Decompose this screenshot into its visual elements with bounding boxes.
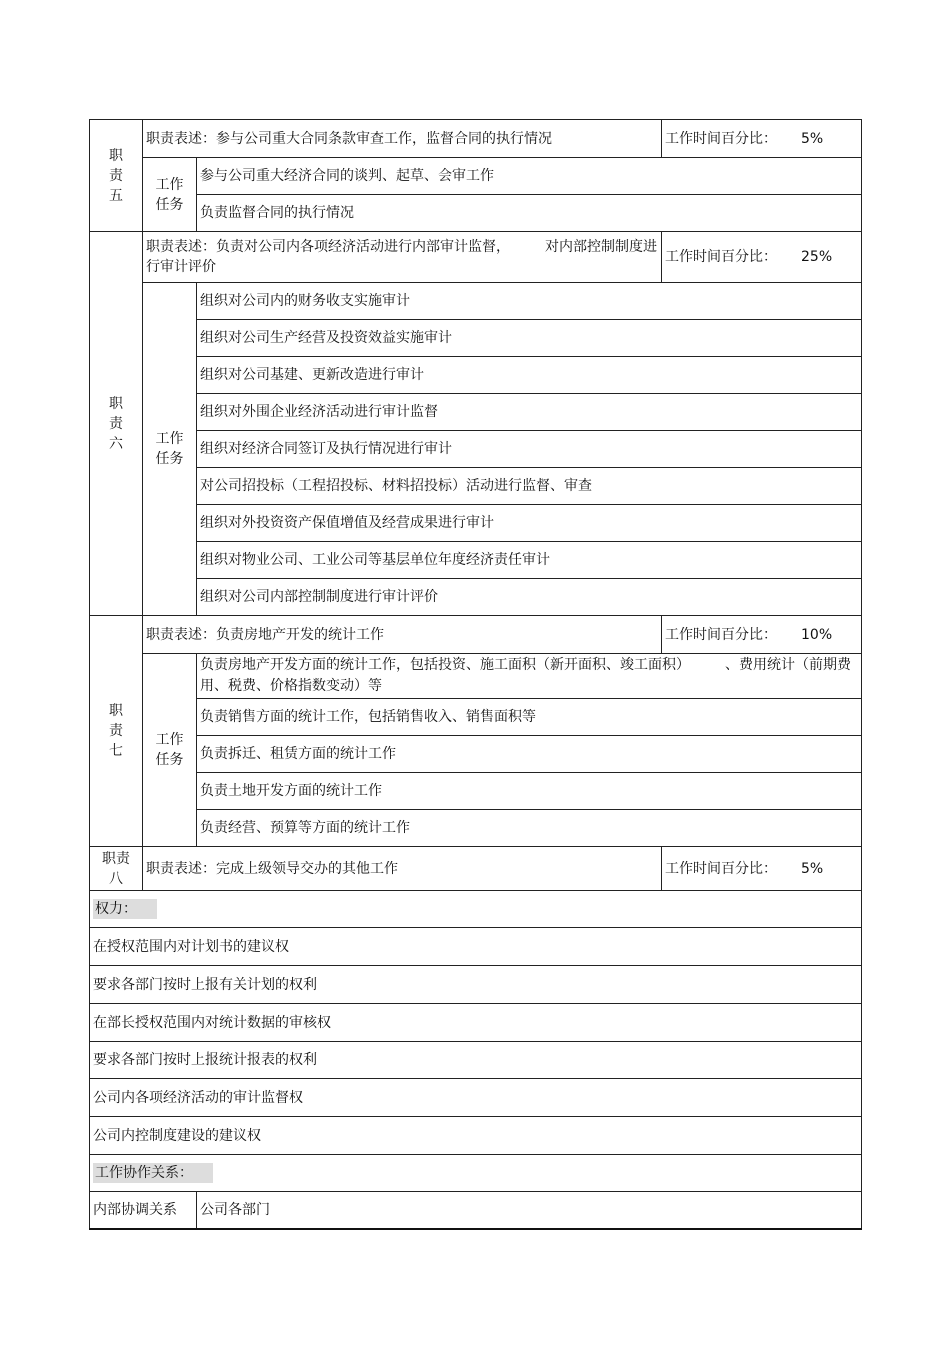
duty-7-task-label: 工作 任务 (143, 654, 197, 847)
task-item: 对公司招投标（工程招投标、材料招投标）活动进行监督、审查 (197, 468, 862, 505)
task-item: 组织对物业公司、工业公司等基层单位年度经济责任审计 (197, 542, 862, 579)
task-item: 组织对外围企业经济活动进行审计监督 (197, 394, 862, 431)
duty-8-percentage: 工作时间百分比： 5% (662, 847, 862, 891)
duty-6-task-label: 工作 任务 (143, 283, 197, 616)
duty-8-description: 职责表述：完成上级领导交办的其他工作 (143, 847, 662, 891)
job-description-table (89, 119, 862, 1230)
task-item: 组织对公司基建、更新改造进行审计 (197, 357, 862, 394)
duty-7-label: 职 责 七 (90, 616, 143, 847)
task-item: 组织对公司内部控制制度进行审计评价 (197, 579, 862, 616)
task-item: 负责经营、预算等方面的统计工作 (197, 810, 862, 847)
power-item: 在授权范围内对计划书的建议权 (90, 928, 862, 966)
duty-5-label: 职 责 五 (90, 120, 143, 232)
duty-5-percentage: 工作时间百分比： 5% (662, 120, 862, 158)
relations-heading: 工作协作关系： (90, 1155, 862, 1192)
power-item: 公司内各项经济活动的审计监督权 (90, 1079, 862, 1117)
power-item: 要求各部门按时上报统计报表的权利 (90, 1042, 862, 1079)
task-item: 负责房地产开发方面的统计工作，包括投资、施工面积（新开面积、竣工面积） 、费用统计（前期费用、税费、价格指数变动）等 (197, 654, 862, 699)
duty-6-description: 职责表述：负责对公司内各项经济活动进行内部审计监督， 对内部控制制度进行审计评价 (143, 232, 662, 283)
task-item: 组织对外投资资产保值增值及经营成果进行审计 (197, 505, 862, 542)
power-item: 公司内控制度建设的建议权 (90, 1117, 862, 1155)
internal-relations-label: 内部协调关系 (90, 1192, 197, 1229)
duty-7-percentage: 工作时间百分比： 10% (662, 616, 862, 654)
duty-7-description: 职责表述：负责房地产开发的统计工作 (143, 616, 662, 654)
duty-8-label: 职责 八 (90, 847, 143, 891)
task-item: 组织对经济合同签订及执行情况进行审计 (197, 431, 862, 468)
task-item: 组织对公司生产经营及投资效益实施审计 (197, 320, 862, 357)
task-item: 组织对公司内的财务收支实施审计 (197, 283, 862, 320)
task-item: 负责监督合同的执行情况 (197, 195, 862, 232)
task-item: 负责拆迁、租赁方面的统计工作 (197, 736, 862, 773)
task-item: 参与公司重大经济合同的谈判、起草、会审工作 (197, 158, 862, 195)
duty-5-task-label: 工作 任务 (143, 158, 197, 232)
duty-6-percentage: 工作时间百分比： 25% (662, 232, 862, 283)
power-item: 要求各部门按时上报有关计划的权利 (90, 966, 862, 1004)
task-item: 负责销售方面的统计工作，包括销售收入、销售面积等 (197, 699, 862, 736)
duty-5-description: 职责表述：参与公司重大合同条款审查工作，监督合同的执行情况 (143, 120, 662, 158)
powers-heading: 权力： (90, 891, 862, 928)
task-item: 负责土地开发方面的统计工作 (197, 773, 862, 810)
power-item: 在部长授权范围内对统计数据的审核权 (90, 1004, 862, 1042)
duty-6-label: 职 责 六 (90, 232, 143, 616)
internal-relations-value: 公司各部门 (197, 1192, 862, 1229)
